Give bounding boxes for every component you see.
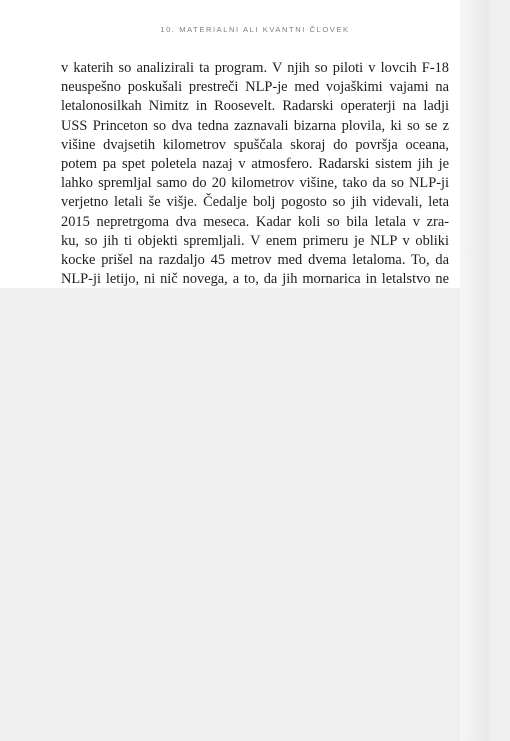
body-text — [61, 59, 449, 308]
text-line: v katerih so analizirali ta program. V njih so piloti v lovcih F-18 — [61, 60, 449, 76]
text-line: višine dvajsetih kilometrov spuščala skoraj do površja oceana, — [61, 136, 449, 153]
text-line: neuspešno poskušali prestreči NLP-je med vojaškimi vajami na — [61, 79, 449, 96]
unloaded-page-area — [0, 288, 460, 741]
text-line: letalonosilkah Nimitz in Roosevelt. Radarski operaterji na ladji — [61, 98, 449, 115]
text-line: NLP-ji letijo, ni nič novega, a to, da jih mornarica in letalstvo ne — [61, 271, 449, 288]
page-edge-shadow — [460, 0, 489, 741]
text-line: verjetno letali še višje. Čedalje bolj pogosto so jih videvali, leta — [61, 194, 449, 211]
text-line: kocke prišel na razdaljo 45 metrov med dvema letaloma. To, da — [61, 251, 449, 268]
running-head: 10. MATERIALNI ALI KVANTNI ČLOVEK — [160, 25, 350, 34]
text-line: USS Princeton so dva tedna zaznavali bizarna plovila, ki so se z — [61, 117, 449, 134]
text-line: 2015 nepretrgoma dva meseca. Kadar koli so bila letala v zra- — [61, 213, 449, 230]
text-line: lahko spremljal samo do 20 kilometrov višine, tako da so NLP-ji — [61, 175, 449, 192]
text-line: ku, so jih ti objekti spremljali. V enem primeru je NLP v obliki — [61, 232, 449, 249]
book-page — [0, 0, 460, 288]
text-line: potem pa spet poletela nazaj v atmosfero. Radarski sistem jih je — [61, 155, 449, 172]
